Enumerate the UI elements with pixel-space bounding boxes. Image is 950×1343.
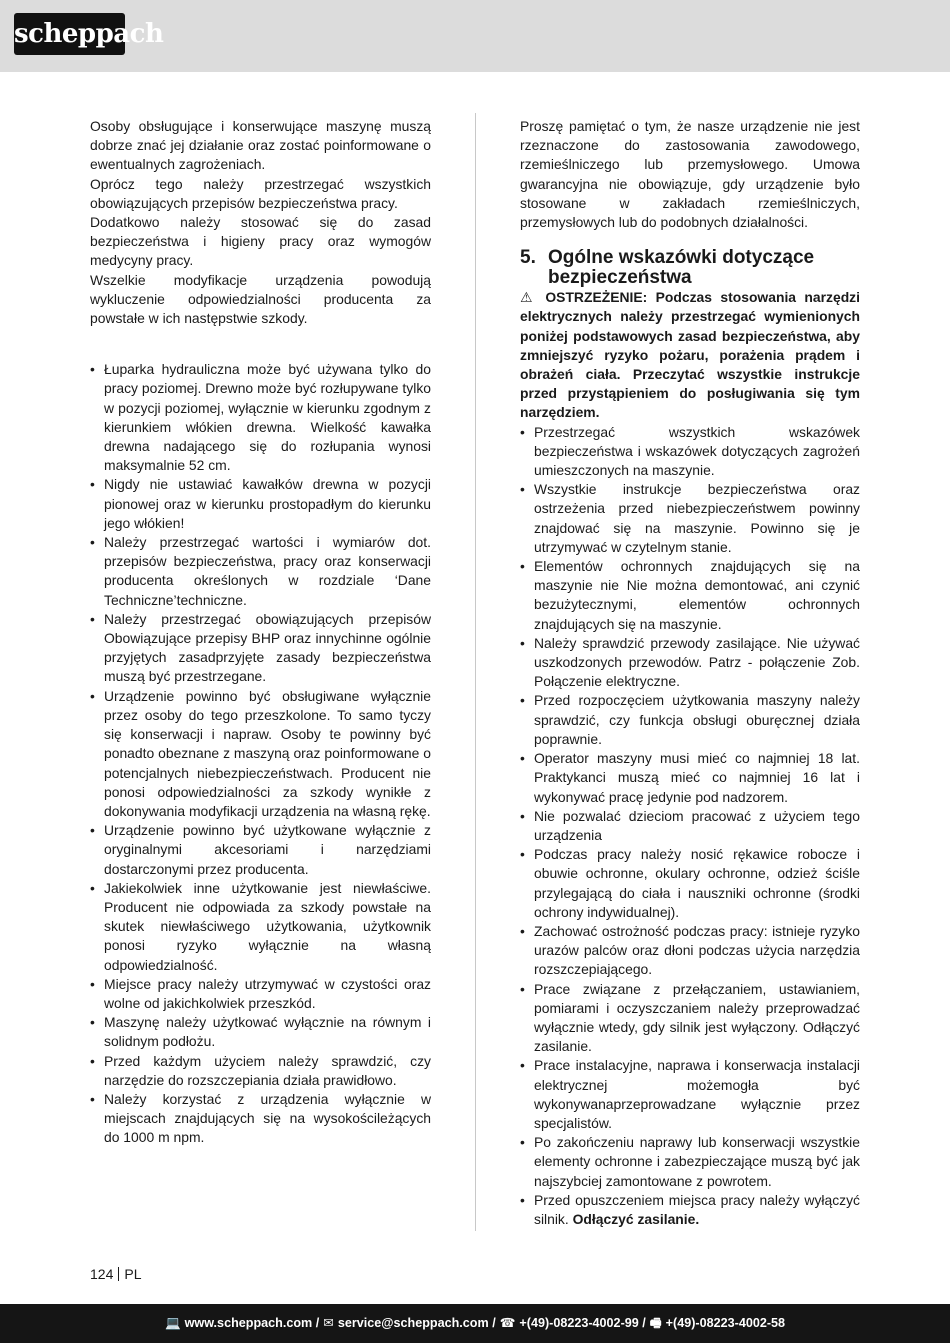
list-item: • Elementów ochronnych znajdujących się na maszynie nie Nie można demontować, ani czynić bezużytecznymi, elementów ochronnych znajdujących się na maszynie. xyxy=(520,557,860,634)
email-link[interactable]: service@scheppach.com / xyxy=(337,1316,496,1330)
column-divider xyxy=(475,113,476,1231)
list-item: • Urządzenie powinno być użytkowane wyłącznie z oryginalnymi akcesoriami i narzędziami dostarczonymi przez producenta. xyxy=(90,821,431,879)
warning-block xyxy=(520,288,860,422)
list-item: • Maszynę należy użytkować wyłącznie na równym i solidnym podłożu. xyxy=(90,1013,431,1051)
page-number xyxy=(90,1266,141,1282)
warning-icon: ⚠ xyxy=(520,289,537,306)
list-item: • Jakiekolwiek inne użytkowanie jest niewłaściwe. Producent nie odpowiada za szkody powstałe na skutek niewłaściwego użytkowania, użytkownik ponosi ryzyko wyłącznie na własną odpowiedzialność. xyxy=(90,879,431,975)
list-item: • Łuparka hydrauliczna może być używana tylko do pracy poziomej. Drewno może być rozłupywane tylko w pozycji poziomej, wyłącznie w kierunku zgodnym z kierunkiem włókien drewna. Wielkość kawałka drewna nadającego się do rozłupania wynosi maksymalnie 52 cm. xyxy=(90,360,431,475)
right-bullet-list xyxy=(520,423,860,1230)
intro-paragraph: Osoby obsługujące i konserwujące maszynę muszą dobrze znać jej działanie oraz zostać poinformowane o ewentualnych zagrożeniach. xyxy=(90,118,431,173)
list-item: • Należy korzystać z urządzenia wyłącznie w miejscach znajdujących się na wysokościleżących do 1000 m npm. xyxy=(90,1090,431,1148)
page-number-separator xyxy=(118,1267,119,1281)
phone-icon: ☎ xyxy=(499,1316,516,1330)
intro-paragraph: Proszę pamiętać o tym, że nasze urządzenie nie jest rzeznaczone do zastosowania zawodowego, rzemieślniczego lub przemysłowego. Umowa gwarancyjna nie obowiązuje, gdy urządzenie było stosowane w zakładach rzemieślniczych, przemysłowych lub do podobnych działalności. xyxy=(520,118,860,231)
list-item: • Zachować ostrożność podczas pracy: istnieje ryzyko urazów palców oraz dłoni podczas użycia narzędzia rozszczepiającego. xyxy=(520,922,860,980)
list-item-text: Przed opuszczeniem miejsca pracy należy wyłączyć silnik. xyxy=(534,1191,860,1227)
header-band xyxy=(0,0,950,72)
envelope-icon: ✉ xyxy=(323,1316,334,1330)
computer-icon: 💻 xyxy=(164,1316,181,1330)
warning-text: OSTRZEŻENIE: Podczas stosowania narzędzi elektrycznych należy przestrzegać wymienionych poniżej podstawowych zasad bezpieczeństwa, aby zmniejszyć ryzyko pożaru, porażenia prądem i obrażeń ciała. Przeczytać wszystkie instrukcje przed przystąpieniem do posługiwania się tym narzędziem. xyxy=(520,289,860,421)
list-item: • Przed rozpoczęciem użytkowania maszyny należy sprawdzić, czy funkcja obsługi oburęcznej działa poprawnie. xyxy=(520,691,860,749)
list-item: • Operator maszyny musi mieć co najmniej 18 lat. Praktykanci muszą mieć co najmniej 16 lat i wykonywać pracę jedynie pod nadzorem. xyxy=(520,749,860,807)
list-item: • Przed każdym użyciem należy sprawdzić, czy narzędzie do rozszczepiania działa prawidłowo. xyxy=(90,1052,431,1090)
left-bullet-list xyxy=(90,360,431,1147)
section-title: Ogólne wskazówki dotyczące bezpieczeństwa xyxy=(548,247,815,289)
list-item: • Prace instalacyjne, naprawa i konserwacja instalacji elektrycznej możemogła być wykonywanaprzeprowadzane wyłącznie przez specjalistów. xyxy=(520,1056,860,1133)
list-item: • Nigdy nie ustawiać kawałków drewna w pozycji pionowej oraz w kierunku prostopadłym do kierunku jego włókien! xyxy=(90,475,431,533)
page-language: PL xyxy=(124,1266,142,1282)
scheppach-logo: scheppach xyxy=(14,13,125,55)
right-column xyxy=(520,117,860,1229)
list-item: • Urządzenie powinno być obsługiwane wyłącznie przez osoby do tego przeszkolone. To samo tyczy się konserwacji i napraw. Osoby te powinny być ponadto obeznane z maszyną oraz poinformowane o potencjalnych niebezpieczeństwach. Producent nie ponosi odpowiedzialności za szkody wynikłe z dokonywania modyfikacji urządzenia na własną rękę. xyxy=(90,687,431,821)
website-link[interactable]: www.scheppach.com / xyxy=(184,1316,320,1330)
list-item: • Należy przestrzegać obowiązujących przepisów Obowiązujące przepisy BHP oraz innychinne ogólnie przyjętych zasadprzyjęte zasady bezpieczeństwa muszą być przestrzegane. xyxy=(90,610,431,687)
phone-number: +(49)-08223-4002-99 / xyxy=(519,1316,646,1330)
intro-paragraph: Oprócz tego należy przestrzegać wszystkich obowiązujących przepisów bezpieczeństwa pracy. xyxy=(90,175,431,211)
list-item: • Podczas pracy należy nosić rękawice robocze i obuwie ochronne, okulary ochronne, odzież ściśle przylegającą do ciała i nauszniki ochronne (środki ochrony indywidualnej). xyxy=(520,845,860,922)
list-item: • Miejsce pracy należy utrzymywać w czystości oraz wolne od jakichkolwiek przeszkód. xyxy=(90,975,431,1013)
list-item: • Prace związane z przełączaniem, ustawianiem, pomiarami i oczyszczaniem należy przeprowadzać wyłącznie wtedy, gdy silnik jest wyłączony. Odłączyć zasilanie. xyxy=(520,980,860,1057)
list-item: • Należy sprawdzić przewody zasilające. Nie używać uszkodzonych przewodów. Patrz - połączenie Zob. Połączenie elektryczne. xyxy=(520,634,860,692)
list-item: • Po zakończeniu naprawy lub konserwacji wszystkie elementy ochronne i zabezpieczające muszą być jak najszybciej zamontowane z powrotem. xyxy=(520,1133,860,1191)
footer-contact-bar xyxy=(0,1304,950,1343)
list-item: • Wszystkie instrukcje bezpieczeństwa oraz ostrzeżenia przed niebezpieczeństwem powinny znajdować się na maszynie. Powinno się je utrzymywać w czytelnym stanie. xyxy=(520,480,860,557)
list-item: • Przestrzegać wszystkich wskazówek bezpieczeństwa i wskazówek dotyczących zagrożeń umieszczonych na maszynie. xyxy=(520,423,860,481)
intro-paragraphs xyxy=(90,117,431,328)
intro-paragraph: Dodatkowo należy stosować się do zasad bezpieczeństwa i higieny pracy oraz wymogów medycyny pracy. xyxy=(90,214,431,269)
list-item-bold-text: Odłączyć zasilanie. xyxy=(572,1210,700,1227)
section-heading xyxy=(520,248,860,288)
fax-number: +(49)-08223-4002-58 xyxy=(665,1316,786,1330)
list-item: • Nie pozwalać dzieciom pracować z użyciem tego urządzenia xyxy=(520,807,860,845)
list-item xyxy=(520,1191,860,1229)
page-number-value: 124 xyxy=(90,1266,114,1282)
list-item: • Należy przestrzegać wartości i wymiarów dot. przepisów bezpieczeństwa, pracy oraz konserwacji producenta określonych w rozdziale ‘Dane Techniczne’techniczne. xyxy=(90,533,431,610)
fax-icon: 🖷 xyxy=(649,1316,662,1330)
left-column xyxy=(90,117,431,1148)
section-number: 5. xyxy=(520,247,536,269)
intro-paragraph: Wszelkie modyfikacje urządzenia powodują wykluczenie odpowiedzialności producenta za powstałe w ich następstwie szkody. xyxy=(90,271,431,327)
